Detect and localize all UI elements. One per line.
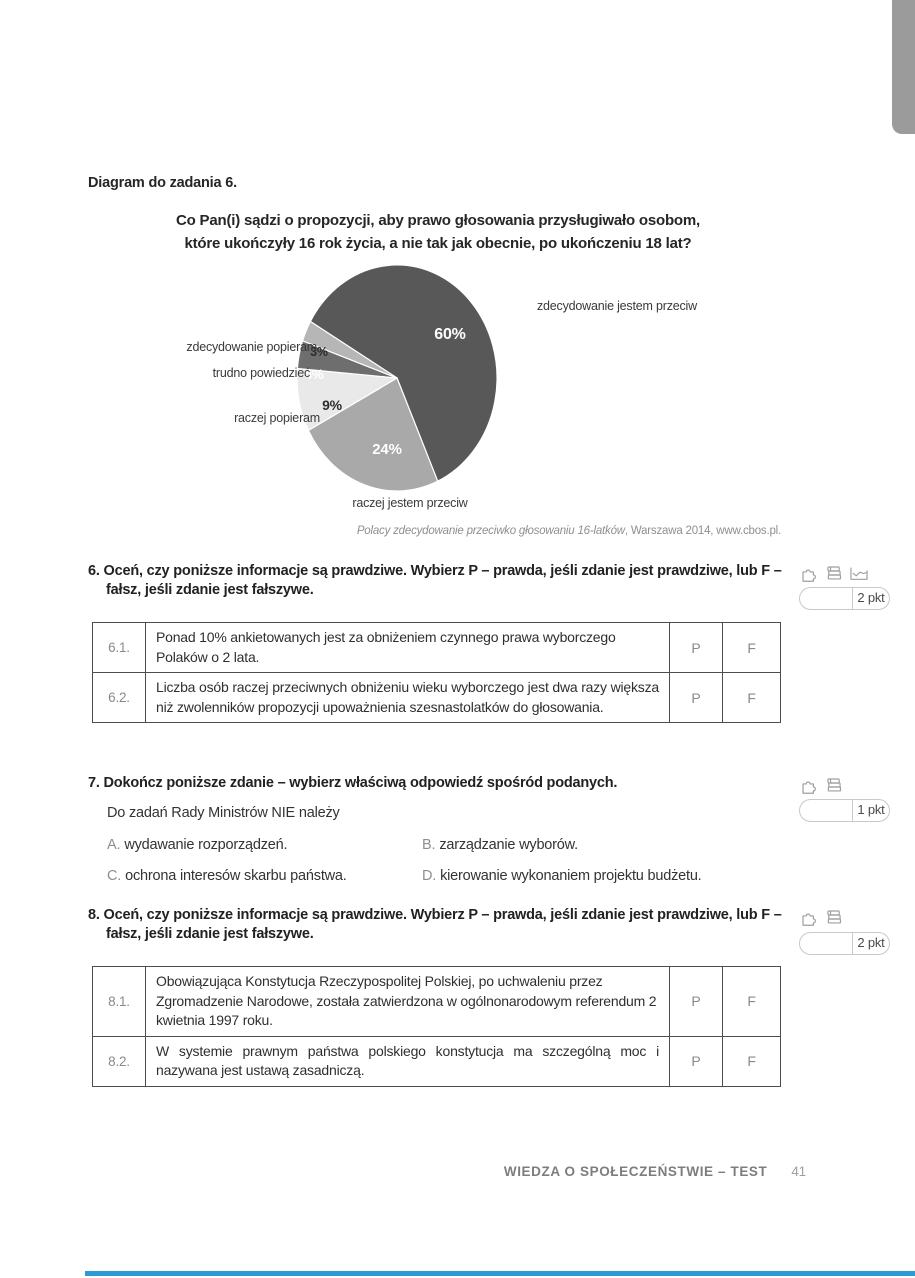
- row-number: 8.2.: [93, 1036, 146, 1086]
- question-6-icons: [800, 564, 869, 583]
- puzzle-icon: [800, 776, 819, 795]
- diagram-caption: Diagram do zadania 6.: [88, 175, 237, 191]
- chart-source: [88, 525, 781, 537]
- page-number: 41: [791, 1164, 806, 1179]
- chart-title-line1: Co Pan(i) sądzi o propozycji, aby prawo głosowania przysługiwało osobom,: [175, 212, 700, 229]
- page-footer: [0, 1163, 806, 1181]
- question-7-stem: Do zadań Rady Ministrów NIE należy: [107, 805, 340, 821]
- question-8-points-box: [799, 932, 890, 955]
- pie-percent-label-0: 60%: [434, 326, 466, 343]
- puzzle-icon: [800, 908, 819, 927]
- statement: W systemie prawnym państwa polskiego konstytucja ma szczególną moc i nazywana jest ustawą zasadniczą.: [146, 1036, 670, 1086]
- table-row: [93, 673, 781, 723]
- row-number: 6.2.: [93, 673, 146, 723]
- page-edge-tab: [892, 0, 915, 134]
- option-a: [107, 837, 287, 853]
- option-text: kierowanie wykonaniem projektu budżetu.: [440, 868, 702, 884]
- books-icon: [824, 776, 844, 795]
- option-letter: C.: [107, 868, 122, 884]
- question-7-points-box: [799, 799, 890, 822]
- option-letter: B.: [422, 837, 436, 853]
- choice-f: F: [723, 673, 781, 723]
- pie-percent-label-3: 4%: [304, 367, 324, 382]
- pie-label-trudno-powiedziec: trudno powiedzieć: [212, 366, 310, 380]
- table-row: [93, 1036, 781, 1086]
- table-row: [93, 967, 781, 1037]
- option-text: wydawanie rozporządzeń.: [124, 837, 288, 853]
- choice-f: F: [723, 623, 781, 673]
- pie-label-zdecydowanie-przeciw: zdecydowanie jestem przeciw: [537, 299, 697, 313]
- score-blank: [800, 933, 853, 954]
- row-number: 6.1.: [93, 623, 146, 673]
- pie-label-raczej-przeciw: raczej jestem przeciw: [352, 496, 468, 510]
- row-number: 8.1.: [93, 967, 146, 1037]
- points-label: 2 pkt: [857, 935, 885, 950]
- choice-p: P: [670, 967, 723, 1037]
- statement: Obowiązująca Konstytucja Rzeczypospolitej Polskiej, po uchwaleniu przez Zgromadzenie Narodowe, została zatwierdzona w ogólnonarodowym referendum 2 kwietnia 1997 roku.: [146, 967, 670, 1037]
- books-icon: [824, 564, 844, 583]
- chart-icon: [849, 565, 869, 582]
- choice-f: F: [723, 967, 781, 1037]
- score-blank: [800, 588, 853, 609]
- footer-title: WIEDZA O SPOŁECZEŃSTWIE – TEST: [503, 1164, 768, 1179]
- option-b: [422, 837, 578, 853]
- choice-p: P: [670, 623, 723, 673]
- question-8-icons: [800, 908, 844, 927]
- option-letter: D.: [422, 868, 437, 884]
- option-d: [422, 868, 702, 884]
- choice-p: P: [670, 1036, 723, 1086]
- chart-title-line2: które ukończyły 16 rok życia, a nie tak jak obecnie, po ukończeniu 18 lat?: [184, 235, 692, 252]
- puzzle-icon: [800, 564, 819, 583]
- chart-source-rest: , Warszawa 2014, www.cbos.pl.: [624, 525, 781, 537]
- option-letter: A.: [107, 837, 121, 853]
- pie-percent-label-4: 3%: [310, 345, 328, 359]
- question-6-table: [92, 622, 781, 723]
- option-text: zarządzanie wyborów.: [439, 837, 578, 853]
- pie-chart: [290, 262, 505, 494]
- question-6-header: 6. Oceń, czy poniższe informacje są prawdziwe. Wybierz P – prawda, jeśli zdanie jest prawdziwe, lub F – fałsz, jeśli zdanie jest fałszywe.: [88, 563, 782, 598]
- question-8-header: 8. Oceń, czy poniższe informacje są prawdziwe. Wybierz P – prawda, jeśli zdanie jest prawdziwe, lub F – fałsz, jeśli zdanie jest fałszywe.: [88, 907, 782, 942]
- page-accent-bar: [85, 1271, 915, 1276]
- table-row: [93, 623, 781, 673]
- question-6-points-box: [799, 587, 890, 610]
- points-label: 1 pkt: [857, 802, 885, 817]
- statement: Liczba osób raczej przeciwnych obniżeniu wieku wyborczego jest dwa razy większa niż zwolenników propozycji upoważnienia szesnastolatków do głosowania.: [146, 673, 670, 723]
- question-8-table: [92, 966, 781, 1087]
- books-icon: [824, 908, 844, 927]
- choice-p: P: [670, 673, 723, 723]
- question-7-header: 7. Dokończ poniższe zdanie – wybierz właściwą odpowiedź spośród podanych.: [88, 775, 618, 791]
- question-7-icons: [800, 776, 844, 795]
- option-text: ochrona interesów skarbu państwa.: [125, 868, 347, 884]
- option-c: [107, 868, 347, 884]
- chart-title: [88, 209, 788, 255]
- pie-percent-label-1: 24%: [372, 441, 402, 458]
- choice-f: F: [723, 1036, 781, 1086]
- pie-label-zdecydowanie-popieram: zdecydowanie popieram: [186, 340, 317, 354]
- points-label: 2 pkt: [857, 590, 885, 605]
- pie-label-raczej-popieram: raczej popieram: [234, 411, 320, 425]
- statement: Ponad 10% ankietowanych jest za obniżeniem czynnego prawa wyborczego Polaków o 2 lata.: [146, 623, 670, 673]
- chart-source-title: Polacy zdecydowanie przeciwko głosowaniu 16-latków: [356, 525, 625, 537]
- pie-percent-label-2: 9%: [322, 397, 342, 413]
- score-blank: [800, 800, 853, 821]
